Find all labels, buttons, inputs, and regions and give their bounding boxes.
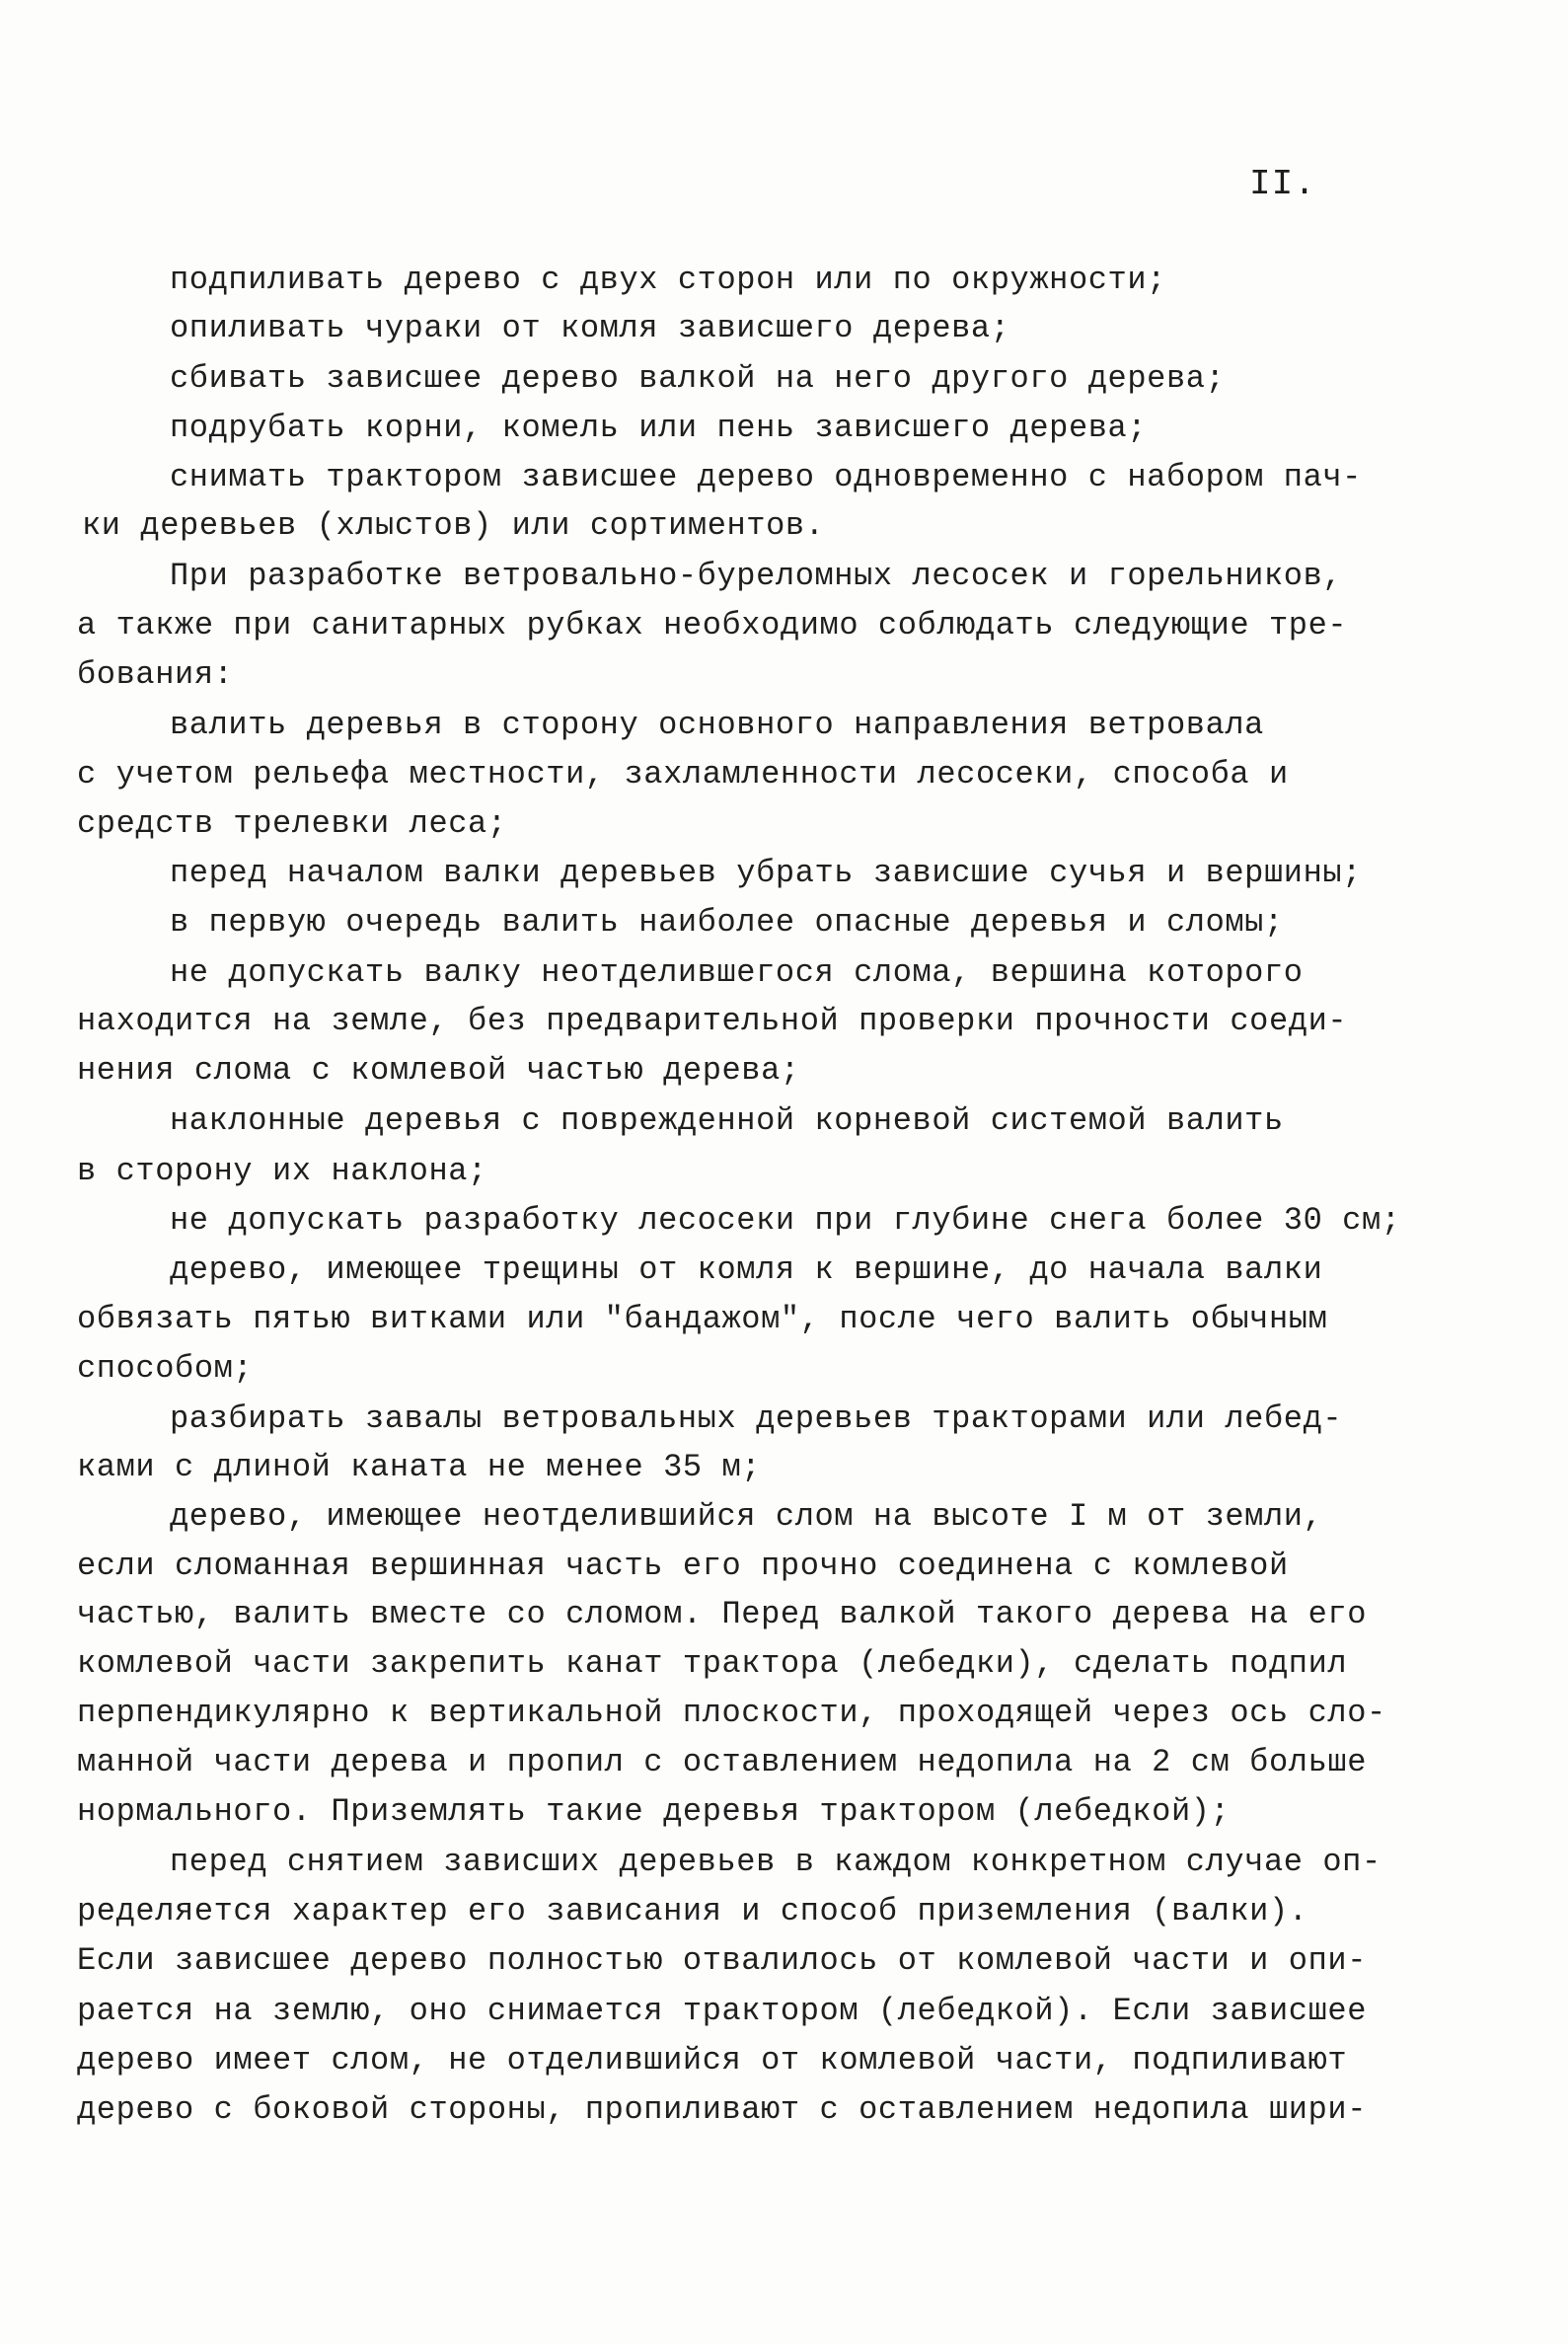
text-line: в сторону их наклона; xyxy=(77,1153,487,1189)
text-line: дерево имеет слом, не отделившийся от комлевой части, подпиливают xyxy=(77,2042,1348,2079)
text-line: рается на землю, оно снимается трактором (лебедкой). Если зависшее xyxy=(77,1993,1368,2029)
text-line: перед снятием зависших деревьев в каждом конкретном случае оп- xyxy=(170,1844,1381,1880)
text-line: дерево с боковой стороны, пропиливают с оставлением недопила шири- xyxy=(77,2091,1368,2128)
text-line: сбивать зависшее дерево валкой на него другого дерева; xyxy=(170,360,1226,397)
text-line: снимать трактором зависшее дерево одновременно с набором пач- xyxy=(170,459,1362,495)
text-line: Если зависшее дерево полностью отвалилось от комлевой части и опи- xyxy=(77,1942,1368,1979)
text-line: дерево, имеющее неотделившийся слом на высоте I м от земли, xyxy=(170,1498,1323,1535)
text-line: нормального. Приземлять такие деревья трактором (лебедкой); xyxy=(77,1793,1231,1830)
text-line: подпиливать дерево с двух сторон или по окружности; xyxy=(170,262,1166,298)
text-line: подрубать корни, комель или пень зависшего дерева; xyxy=(170,410,1148,446)
text-line: если сломанная вершинная часть его прочно соединена с комлевой xyxy=(77,1548,1289,1584)
text-line: перед началом валки деревьев убрать зависшие сучья и вершины; xyxy=(170,855,1362,891)
text-line: разбирать завалы ветровальных деревьев тракторами или лебед- xyxy=(170,1400,1343,1437)
text-line: ки деревьев (хлыстов) или сортиментов. xyxy=(82,507,825,544)
text-line: перпендикулярно к вертикальной плоскости, проходящей через ось сло- xyxy=(77,1695,1386,1731)
text-line: ками с длиной каната не менее 35 м; xyxy=(77,1449,762,1485)
text-line: валить деревья в сторону основного направления ветровала xyxy=(170,707,1264,743)
text-line: не допускать разработку лесосеки при глубине снега более 30 см; xyxy=(170,1202,1401,1239)
text-line: При разработке ветровально-буреломных лесосек и горельников, xyxy=(170,558,1343,594)
text-line: манной части дерева и пропил с оставлением недопила на 2 см больше xyxy=(77,1744,1368,1780)
text-line: наклонные деревья с поврежденной корневой системой валить xyxy=(170,1102,1284,1139)
text-line: частью, валить вместе со сломом. Перед валкой такого дерева на его xyxy=(77,1596,1368,1632)
text-line: в первую очередь валить наиболее опасные деревья и сломы; xyxy=(170,904,1284,941)
page-number: II. xyxy=(1249,164,1316,204)
text-line: ределяется характер его зависания и способ приземления (валки). xyxy=(77,1893,1308,1929)
text-line: находится на земле, без предварительной проверки прочности соеди- xyxy=(77,1003,1348,1039)
text-line: способом; xyxy=(77,1350,254,1387)
text-line: обвязать пятью витками или "бандажом", после чего валить обычным xyxy=(77,1301,1328,1337)
text-line: дерево, имеющее трещины от комля к вершине, до начала валки xyxy=(170,1251,1323,1288)
text-line: не допускать валку неотделившегося слома, вершина которого xyxy=(170,954,1304,991)
text-line: опиливать чураки от комля зависшего дерева; xyxy=(170,310,1010,346)
text-line: с учетом рельефа местности, захламленности лесосеки, способа и xyxy=(77,756,1289,793)
text-line: комлевой части закрепить канат трактора (лебедки), сделать подпил xyxy=(77,1645,1348,1682)
text-line: бования: xyxy=(77,656,234,693)
text-line: средств трелевки леса; xyxy=(77,805,507,842)
text-line: а также при санитарных рубках необходимо соблюдать следующие тре- xyxy=(77,607,1348,643)
text-line: нения слома с комлевой частью дерева; xyxy=(77,1052,800,1089)
